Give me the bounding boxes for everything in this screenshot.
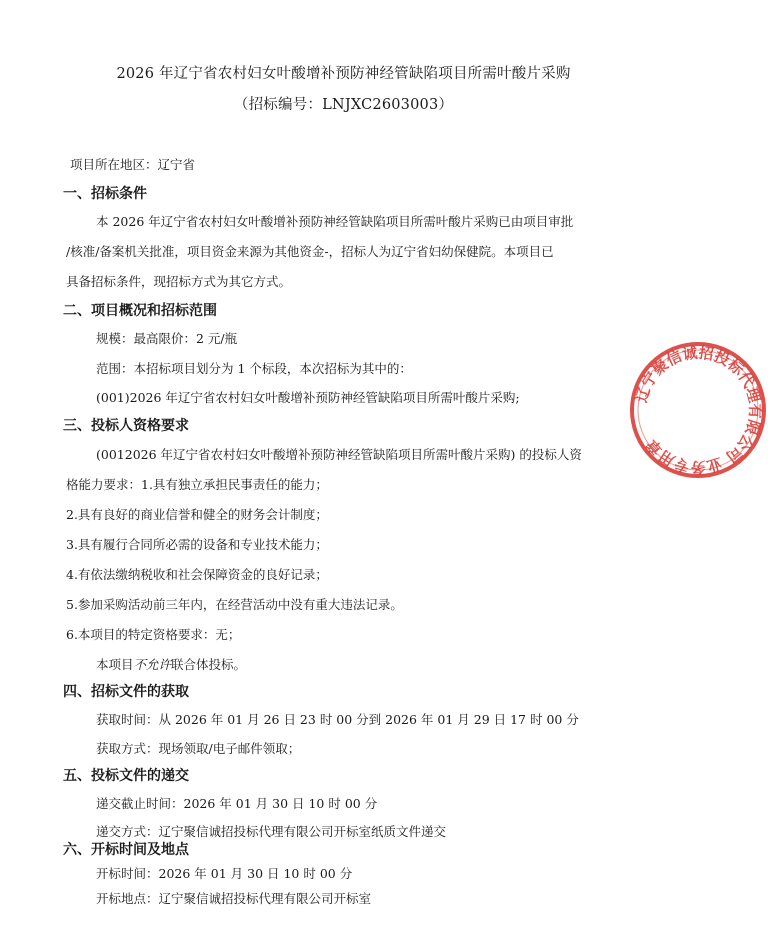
lot-line: (001)2026 年辽宁省农村妇女叶酸增补预防神经管缺陷项目所需叶酸片采购; xyxy=(96,390,520,405)
paragraph-line: (0012026 年辽宁省农村妇女叶酸增补预防神经管缺陷项目所需叶酸片采购) 的投标人资 xyxy=(96,447,582,462)
submission-deadline: 递交截止时间：2026 年 01 月 30 日 10 时 00 分 xyxy=(96,796,378,811)
opening-time: 开标时间：2026 年 01 月 30 日 10 时 00 分 xyxy=(96,866,353,881)
scale-line: 规模：最高限价：2 元/瓶 xyxy=(96,331,238,346)
paragraph-line: /核准/备案机关批准，项目资金来源为其他资金-，招标人为辽宁省妇幼保健院。本项目已 xyxy=(66,244,554,259)
qualification-item: 3.具有履行合同所必需的设备和专业技术能力； xyxy=(66,537,328,552)
tender-number: （招标编号：LNJXC2603003） xyxy=(233,97,454,113)
scope-line: 范围：本招标项目划分为 1 个标段，本次招标为其中的： xyxy=(96,361,412,376)
svg-text:辽宁聚信诚招投标代理有限公司 业务专用章: 辽宁聚信诚招投标代理有限公司 业务专用章 xyxy=(632,343,765,477)
qualification-item: 5.参加采购活动前三年内，在经营活动中没有重大违法记录。 xyxy=(66,597,403,612)
jv-not-allowed: 不允许 xyxy=(133,657,172,672)
qualification-item: 6.本项目的特定资格要求：无； xyxy=(66,627,241,642)
jv-suffix: 联合体投标。 xyxy=(171,657,247,672)
section-heading-tender-conditions: 一、招标条件 xyxy=(63,186,147,202)
paragraph-line: 本 2026 年辽宁省农村妇女叶酸增补预防神经管缺陷项目所需叶酸片采购已由项目审批 xyxy=(96,214,574,229)
section-heading-project-scope: 二、项目概况和招标范围 xyxy=(63,303,217,319)
section-heading-bid-opening: 六、开标时间及地点 xyxy=(63,842,189,858)
section-heading-bid-submission: 五、投标文件的递交 xyxy=(63,768,189,784)
official-seal xyxy=(628,340,768,480)
opening-place: 开标地点：辽宁聚信诚招投标代理有限公司开标室 xyxy=(96,891,372,906)
paragraph-line: 格能力要求：1.具有独立承担民事责任的能力； xyxy=(66,477,328,492)
section-heading-document-acquisition: 四、招标文件的获取 xyxy=(63,684,189,700)
qualification-item: 4.有依法缴纳税收和社会保障资金的良好记录； xyxy=(66,567,328,582)
section-heading-bidder-qualifications: 三、投标人资格要求 xyxy=(63,418,189,434)
acquisition-method: 获取方式：现场领取/电子邮件领取； xyxy=(96,741,301,756)
joint-venture-line xyxy=(96,657,246,673)
qualification-item: 2.具有良好的商业信誉和健全的财务会计制度； xyxy=(66,507,328,522)
document-title: 2026 年辽宁省农村妇女叶酸增补预防神经管缺陷项目所需叶酸片采购 xyxy=(116,66,571,82)
project-location: 项目所在地区：辽宁省 xyxy=(70,157,196,172)
jv-prefix: 本项目 xyxy=(96,657,134,672)
submission-method: 递交方式：辽宁聚信诚招投标代理有限公司开标室纸质文件递交 xyxy=(96,824,447,839)
acquisition-time: 获取时间：从 2026 年 01 月 26 日 23 时 00 分到 2026 年 01 月 29 日 17 时 00 分 xyxy=(96,712,579,727)
paragraph-line: 具备招标条件，现招标方式为其它方式。 xyxy=(66,274,292,289)
